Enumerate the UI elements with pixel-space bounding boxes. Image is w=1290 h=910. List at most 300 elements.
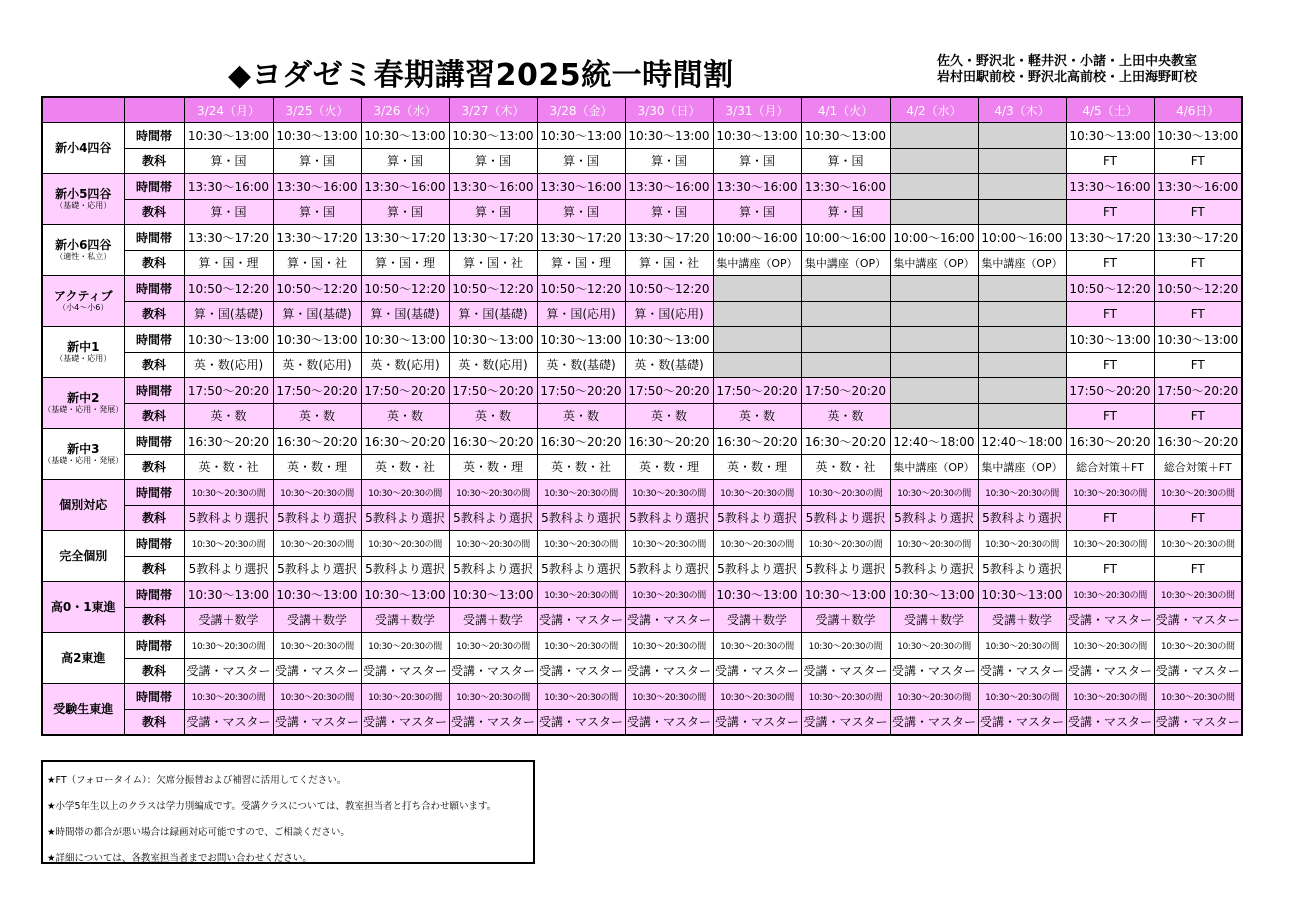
timetable xyxy=(41,96,1243,736)
corner-cell xyxy=(42,97,124,123)
time-cell: 13:30～16:00 xyxy=(625,174,713,200)
subject-cell: 英・数(応用) xyxy=(449,352,537,378)
time-cell: 10:30～20:30の間 xyxy=(1154,531,1242,557)
time-cell: 10:30～20:30の間 xyxy=(184,633,273,659)
subject-cell: 算・国 xyxy=(713,148,801,174)
time-cell: 13:30～16:00 xyxy=(713,174,801,200)
empty-cell xyxy=(890,403,978,429)
time-cell: 10:30～13:00 xyxy=(537,123,625,149)
time-cell: 16:30～20:20 xyxy=(273,429,361,455)
subject-cell: FT xyxy=(1154,148,1242,174)
date-header: 4/2（水） xyxy=(890,97,978,123)
subject-cell: 5教科より選択 xyxy=(537,556,625,582)
time-cell: 10:30～13:00 xyxy=(273,123,361,149)
subject-cell: 5教科より選択 xyxy=(978,556,1066,582)
time-cell: 10:30～20:30の間 xyxy=(801,633,890,659)
time-label: 時間帯 xyxy=(124,633,184,659)
empty-cell xyxy=(890,276,978,302)
time-cell: 13:30～16:00 xyxy=(449,174,537,200)
time-cell: 10:30～13:00 xyxy=(273,582,361,608)
time-cell: 10:50～12:20 xyxy=(273,276,361,302)
subject-cell: 5教科より選択 xyxy=(978,505,1066,531)
empty-cell xyxy=(801,301,890,327)
subject-cell: 算・国 xyxy=(184,199,273,225)
time-cell: 10:30～20:30の間 xyxy=(537,531,625,557)
time-cell: 17:50～20:20 xyxy=(1066,378,1154,404)
time-cell: 10:30～20:30の間 xyxy=(273,633,361,659)
time-label: 時間帯 xyxy=(124,174,184,200)
time-cell: 10:30～20:30の間 xyxy=(890,531,978,557)
time-cell: 10:30～20:30の間 xyxy=(625,531,713,557)
subject-cell: 受講・マスター xyxy=(449,658,537,684)
subject-cell: 算・国 xyxy=(361,148,449,174)
time-label: 時間帯 xyxy=(124,378,184,404)
time-cell: 10:30～13:00 xyxy=(801,123,890,149)
time-label: 時間帯 xyxy=(124,531,184,557)
time-cell: 10:30～20:30の間 xyxy=(1154,480,1242,506)
subject-cell: 英・数 xyxy=(449,403,537,429)
time-cell: 10:30～13:00 xyxy=(1066,123,1154,149)
empty-cell xyxy=(890,327,978,353)
empty-cell xyxy=(801,352,890,378)
subject-cell: 受講＋数学 xyxy=(361,607,449,633)
time-cell: 10:30～20:30の間 xyxy=(801,531,890,557)
subject-cell: 受講・マスター xyxy=(1066,658,1154,684)
time-cell: 10:30～20:30の間 xyxy=(890,480,978,506)
subject-cell: 5教科より選択 xyxy=(625,505,713,531)
subject-cell: 受講・マスター xyxy=(890,658,978,684)
time-cell: 10:30～20:30の間 xyxy=(890,684,978,710)
subject-cell: 5教科より選択 xyxy=(890,556,978,582)
subject-cell: 英・数・理 xyxy=(273,454,361,480)
time-cell: 12:40～18:00 xyxy=(978,429,1066,455)
date-header: 3/26（水） xyxy=(361,97,449,123)
table-row xyxy=(42,352,1242,378)
class-name-cell xyxy=(42,531,124,582)
subject-cell: 受講・マスター xyxy=(625,658,713,684)
subject-cell: 5教科より選択 xyxy=(449,505,537,531)
subject-cell: 5教科より選択 xyxy=(273,505,361,531)
subject-cell: 受講・マスター xyxy=(184,709,273,735)
time-cell: 10:30～20:30の間 xyxy=(713,480,801,506)
table-row xyxy=(42,403,1242,429)
subject-label: 教科 xyxy=(124,505,184,531)
time-cell: 10:30～13:00 xyxy=(537,327,625,353)
class-name: 受験生東進 xyxy=(53,702,114,716)
table-row xyxy=(42,429,1242,455)
subject-cell: FT xyxy=(1154,250,1242,276)
subject-cell: 英・数・社 xyxy=(801,454,890,480)
table-row xyxy=(42,174,1242,200)
class-level: （基礎・応用） xyxy=(55,354,112,363)
subject-cell: FT xyxy=(1154,403,1242,429)
subject-cell: 算・国 xyxy=(273,148,361,174)
time-cell: 10:30～20:30の間 xyxy=(449,531,537,557)
class-name-cell xyxy=(42,582,124,633)
subject-cell: 算・国(基礎) xyxy=(273,301,361,327)
subject-cell: 算・国 xyxy=(801,199,890,225)
time-cell: 10:30～13:00 xyxy=(184,123,273,149)
subject-label: 教科 xyxy=(124,607,184,633)
subject-label: 教科 xyxy=(124,403,184,429)
subject-cell: 受講・マスター xyxy=(1154,607,1242,633)
time-cell: 10:30～20:30の間 xyxy=(184,684,273,710)
empty-cell xyxy=(890,199,978,225)
time-cell: 10:30～20:30の間 xyxy=(1066,684,1154,710)
date-header: 4/6日） xyxy=(1154,97,1242,123)
subject-cell: 受講・マスター xyxy=(273,709,361,735)
subject-label: 教科 xyxy=(124,199,184,225)
subject-cell: FT xyxy=(1066,505,1154,531)
time-cell: 10:30～20:30の間 xyxy=(1066,531,1154,557)
subject-label: 教科 xyxy=(124,148,184,174)
table-row xyxy=(42,454,1242,480)
time-cell: 10:30～20:30の間 xyxy=(361,480,449,506)
time-cell: 10:30～13:00 xyxy=(890,582,978,608)
class-name-cell xyxy=(42,276,124,327)
empty-cell xyxy=(978,327,1066,353)
time-cell: 13:30～16:00 xyxy=(1066,174,1154,200)
subject-cell: 算・国(基礎) xyxy=(449,301,537,327)
table-row xyxy=(42,709,1242,735)
subject-cell: 5教科より選択 xyxy=(713,556,801,582)
empty-cell xyxy=(801,327,890,353)
subject-label: 教科 xyxy=(124,352,184,378)
school-line: 佐久・野沢北・軽井沢・小諸・上田中央教室 xyxy=(937,54,1198,69)
subject-cell: 受講・マスター xyxy=(713,709,801,735)
time-cell: 13:30～16:00 xyxy=(361,174,449,200)
time-cell: 16:30～20:20 xyxy=(361,429,449,455)
class-name-cell xyxy=(42,123,124,174)
subject-cell: 5教科より選択 xyxy=(273,556,361,582)
subject-cell: 英・数 xyxy=(361,403,449,429)
date-header: 3/31（月） xyxy=(713,97,801,123)
class-name: 新小5四谷 xyxy=(55,187,112,201)
time-cell: 10:30～13:00 xyxy=(801,582,890,608)
table-row xyxy=(42,480,1242,506)
table-row xyxy=(42,684,1242,710)
time-cell: 10:30～20:30の間 xyxy=(1066,582,1154,608)
time-cell: 10:30～13:00 xyxy=(361,582,449,608)
time-cell: 10:30～20:30の間 xyxy=(184,480,273,506)
time-cell: 16:30～20:20 xyxy=(625,429,713,455)
subject-cell: 英・数・理 xyxy=(449,454,537,480)
subject-cell: 受講＋数学 xyxy=(273,607,361,633)
time-cell: 10:30～13:00 xyxy=(625,123,713,149)
time-cell: 10:30～20:30の間 xyxy=(1154,684,1242,710)
time-cell: 17:50～20:20 xyxy=(449,378,537,404)
time-cell: 10:30～20:30の間 xyxy=(449,480,537,506)
subject-cell: 受講・マスター xyxy=(537,658,625,684)
time-cell: 10:30～13:00 xyxy=(1154,123,1242,149)
date-header: 3/25（火） xyxy=(273,97,361,123)
subject-cell: 算・国・理 xyxy=(537,250,625,276)
time-cell: 10:30～20:30の間 xyxy=(625,582,713,608)
empty-cell xyxy=(978,378,1066,404)
subject-cell: 算・国 xyxy=(537,199,625,225)
time-cell: 10:30～20:30の間 xyxy=(273,480,361,506)
time-cell: 13:30～17:20 xyxy=(1066,225,1154,251)
subject-cell: 算・国・理 xyxy=(184,250,273,276)
table-row xyxy=(42,658,1242,684)
subject-cell: 受講＋数学 xyxy=(449,607,537,633)
subject-cell: 算・国 xyxy=(449,199,537,225)
subject-cell: FT xyxy=(1066,199,1154,225)
time-cell: 10:00～16:00 xyxy=(890,225,978,251)
subject-cell: 受講・マスター xyxy=(361,709,449,735)
class-name-cell xyxy=(42,684,124,736)
subject-cell: FT xyxy=(1154,301,1242,327)
class-name: 高2東進 xyxy=(61,651,106,665)
empty-cell xyxy=(890,352,978,378)
subject-cell: 総合対策＋FT xyxy=(1066,454,1154,480)
subject-cell: 受講・マスター xyxy=(1154,658,1242,684)
subject-cell: 受講・マスター xyxy=(625,709,713,735)
empty-cell xyxy=(978,199,1066,225)
time-cell: 17:50～20:20 xyxy=(273,378,361,404)
time-cell: 17:50～20:20 xyxy=(537,378,625,404)
subject-cell: 5教科より選択 xyxy=(713,505,801,531)
time-cell: 10:30～13:00 xyxy=(625,327,713,353)
time-label: 時間帯 xyxy=(124,582,184,608)
subject-cell: FT xyxy=(1154,199,1242,225)
time-cell: 16:30～20:20 xyxy=(1066,429,1154,455)
time-cell: 10:30～20:30の間 xyxy=(1066,480,1154,506)
time-cell: 10:50～12:20 xyxy=(1154,276,1242,302)
empty-cell xyxy=(890,301,978,327)
class-level: （基礎・応用） xyxy=(55,201,112,210)
class-name-cell xyxy=(42,327,124,378)
table-row xyxy=(42,607,1242,633)
time-cell: 10:00～16:00 xyxy=(801,225,890,251)
note-item: ★詳細については、各教室担当者までお問い合わせください。 xyxy=(47,853,312,864)
time-cell: 10:00～16:00 xyxy=(978,225,1066,251)
date-header: 3/24（月） xyxy=(184,97,273,123)
empty-cell xyxy=(890,174,978,200)
class-name: 個別対応 xyxy=(59,498,108,512)
subject-cell: 受講・マスター xyxy=(1154,709,1242,735)
subject-cell: 5教科より選択 xyxy=(890,505,978,531)
subject-cell: 集中講座（OP） xyxy=(801,250,890,276)
time-cell: 16:30～20:20 xyxy=(184,429,273,455)
subject-cell: 受講・マスター xyxy=(361,658,449,684)
class-name: アクティブ xyxy=(53,289,113,303)
time-cell: 10:30～20:30の間 xyxy=(1154,582,1242,608)
time-cell: 10:30～20:30の間 xyxy=(625,480,713,506)
empty-cell xyxy=(978,403,1066,429)
subject-cell: 英・数 xyxy=(273,403,361,429)
subject-cell: 算・国 xyxy=(801,148,890,174)
subject-cell: 受講＋数学 xyxy=(890,607,978,633)
empty-cell xyxy=(713,301,801,327)
subject-cell: 英・数・社 xyxy=(184,454,273,480)
time-cell: 10:30～13:00 xyxy=(713,123,801,149)
time-cell: 10:30～20:30の間 xyxy=(537,633,625,659)
subject-cell: FT xyxy=(1066,301,1154,327)
subject-cell: 5教科より選択 xyxy=(801,505,890,531)
time-label: 時間帯 xyxy=(124,684,184,710)
time-cell: 10:50～12:20 xyxy=(184,276,273,302)
time-cell: 10:30～20:30の間 xyxy=(1154,633,1242,659)
time-cell: 10:30～13:00 xyxy=(184,327,273,353)
subject-cell: 受講・マスター xyxy=(801,709,890,735)
time-cell: 10:30～13:00 xyxy=(361,123,449,149)
time-cell: 17:50～20:20 xyxy=(1154,378,1242,404)
subject-cell: 集中講座（OP） xyxy=(890,250,978,276)
subject-cell: 算・国・社 xyxy=(273,250,361,276)
time-cell: 10:50～12:20 xyxy=(449,276,537,302)
subject-cell: 集中講座（OP） xyxy=(978,454,1066,480)
subject-label: 教科 xyxy=(124,658,184,684)
date-header: 4/5（土） xyxy=(1066,97,1154,123)
time-cell: 10:30～20:30の間 xyxy=(273,684,361,710)
page-title: ◆ヨダゼミ春期講習2025統一時間割 xyxy=(228,58,734,93)
subject-cell: 算・国(応用) xyxy=(625,301,713,327)
table-row xyxy=(42,199,1242,225)
subject-cell: 受講＋数学 xyxy=(978,607,1066,633)
table-row xyxy=(42,582,1242,608)
empty-cell xyxy=(978,123,1066,149)
subject-label: 教科 xyxy=(124,454,184,480)
time-cell: 10:30～20:30の間 xyxy=(978,684,1066,710)
subject-cell: 受講＋数学 xyxy=(713,607,801,633)
empty-cell xyxy=(978,174,1066,200)
class-name-cell xyxy=(42,378,124,429)
class-level: （基礎・応用・発展） xyxy=(43,405,124,414)
subject-cell: 5教科より選択 xyxy=(625,556,713,582)
time-cell: 13:30～16:00 xyxy=(537,174,625,200)
subject-cell: FT xyxy=(1066,352,1154,378)
subject-cell: 算・国 xyxy=(273,199,361,225)
table-row xyxy=(42,505,1242,531)
time-cell: 10:30～20:30の間 xyxy=(801,480,890,506)
notes-box xyxy=(41,760,535,864)
class-level: （小4～小6） xyxy=(58,303,109,312)
time-cell: 10:50～12:20 xyxy=(625,276,713,302)
subject-cell: 受講・マスター xyxy=(449,709,537,735)
subject-cell: 英・数・理 xyxy=(713,454,801,480)
class-level: （適性・私立） xyxy=(55,252,112,261)
empty-cell xyxy=(713,276,801,302)
time-cell: 16:30～20:20 xyxy=(537,429,625,455)
subject-cell: 5教科より選択 xyxy=(449,556,537,582)
subject-cell: 英・数 xyxy=(184,403,273,429)
subject-cell: 受講＋数学 xyxy=(184,607,273,633)
subject-cell: 5教科より選択 xyxy=(361,505,449,531)
subject-cell: 英・数(応用) xyxy=(184,352,273,378)
time-cell: 10:30～20:30の間 xyxy=(184,531,273,557)
subject-cell: FT xyxy=(1066,403,1154,429)
time-cell: 13:30～16:00 xyxy=(1154,174,1242,200)
time-cell: 17:50～20:20 xyxy=(625,378,713,404)
table-row xyxy=(42,225,1242,251)
subject-cell: 英・数・社 xyxy=(361,454,449,480)
subject-cell: 英・数(応用) xyxy=(273,352,361,378)
subject-cell: 英・数 xyxy=(625,403,713,429)
table-row xyxy=(42,276,1242,302)
class-name: 新中2 xyxy=(67,391,100,405)
time-cell: 10:30～13:00 xyxy=(978,582,1066,608)
date-header-row xyxy=(42,97,1242,123)
time-cell: 10:30～20:30の間 xyxy=(713,531,801,557)
time-label: 時間帯 xyxy=(124,327,184,353)
class-name: 新中3 xyxy=(67,442,100,456)
time-cell: 10:30～20:30の間 xyxy=(713,633,801,659)
time-cell: 10:30～20:30の間 xyxy=(361,684,449,710)
time-cell: 10:30～13:00 xyxy=(1066,327,1154,353)
time-cell: 16:30～20:20 xyxy=(713,429,801,455)
time-cell: 10:30～13:00 xyxy=(449,582,537,608)
subject-cell: 算・国(基礎) xyxy=(184,301,273,327)
empty-cell xyxy=(978,148,1066,174)
subject-cell: 受講・マスター xyxy=(978,658,1066,684)
subject-cell: 英・数 xyxy=(537,403,625,429)
subject-cell: 算・国・社 xyxy=(625,250,713,276)
table-row xyxy=(42,301,1242,327)
empty-cell xyxy=(978,352,1066,378)
class-name-cell xyxy=(42,429,124,480)
subject-label: 教科 xyxy=(124,556,184,582)
time-cell: 10:30～20:30の間 xyxy=(978,531,1066,557)
subject-cell: 受講・マスター xyxy=(273,658,361,684)
corner-cell xyxy=(124,97,184,123)
time-cell: 17:50～20:20 xyxy=(361,378,449,404)
time-cell: 10:30～20:30の間 xyxy=(978,480,1066,506)
time-cell: 10:30～13:00 xyxy=(449,327,537,353)
subject-cell: 算・国 xyxy=(449,148,537,174)
time-cell: 10:30～20:30の間 xyxy=(537,684,625,710)
time-label: 時間帯 xyxy=(124,480,184,506)
subject-cell: 5教科より選択 xyxy=(361,556,449,582)
table-row xyxy=(42,378,1242,404)
time-cell: 10:30～20:30の間 xyxy=(537,582,625,608)
subject-cell: 算・国 xyxy=(625,148,713,174)
subject-cell: 集中講座（OP） xyxy=(978,250,1066,276)
subject-cell: FT xyxy=(1154,352,1242,378)
subject-cell: 受講・マスター xyxy=(537,607,625,633)
subject-cell: 英・数 xyxy=(713,403,801,429)
subject-cell: 英・数 xyxy=(801,403,890,429)
time-cell: 10:50～12:20 xyxy=(361,276,449,302)
subject-cell: 算・国(応用) xyxy=(537,301,625,327)
class-name-cell xyxy=(42,480,124,531)
empty-cell xyxy=(890,148,978,174)
subject-cell: 算・国 xyxy=(625,199,713,225)
empty-cell xyxy=(890,123,978,149)
subject-cell: 集中講座（OP） xyxy=(713,250,801,276)
table-row xyxy=(42,633,1242,659)
time-label: 時間帯 xyxy=(124,123,184,149)
empty-cell xyxy=(978,301,1066,327)
subject-cell: 受講・マスター xyxy=(1066,607,1154,633)
time-cell: 13:30～17:20 xyxy=(449,225,537,251)
subject-cell: 集中講座（OP） xyxy=(890,454,978,480)
time-cell: 10:30～13:00 xyxy=(184,582,273,608)
subject-cell: 5教科より選択 xyxy=(184,505,273,531)
time-cell: 13:30～16:00 xyxy=(801,174,890,200)
subject-cell: 算・国・理 xyxy=(361,250,449,276)
time-cell: 16:30～20:20 xyxy=(1154,429,1242,455)
time-cell: 13:30～17:20 xyxy=(625,225,713,251)
empty-cell xyxy=(890,378,978,404)
time-cell: 10:30～13:00 xyxy=(713,582,801,608)
time-cell: 16:30～20:20 xyxy=(449,429,537,455)
time-cell: 10:30～20:30の間 xyxy=(978,633,1066,659)
time-cell: 13:30～17:20 xyxy=(361,225,449,251)
table-row xyxy=(42,556,1242,582)
subject-cell: 受講＋数学 xyxy=(801,607,890,633)
subject-cell: FT xyxy=(1154,556,1242,582)
